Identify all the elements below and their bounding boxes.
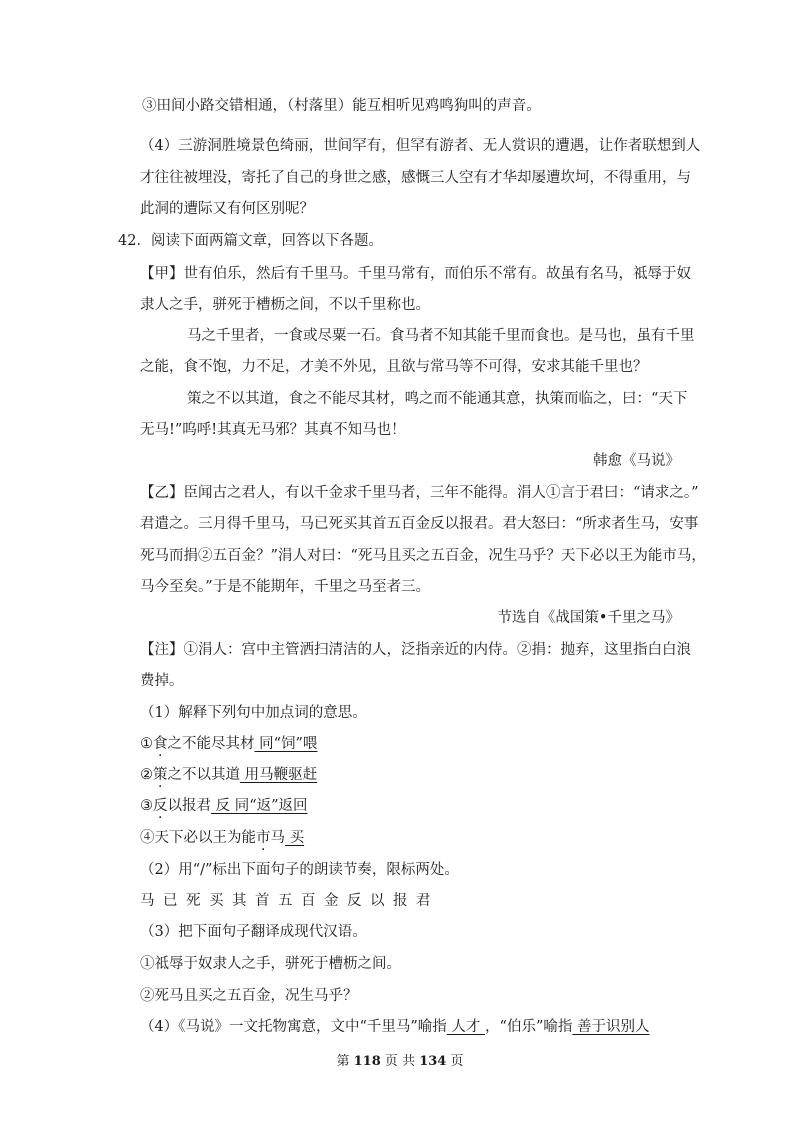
dotted-char: 市 [256, 830, 271, 846]
jia-source: 韩愈《马说》 [593, 453, 680, 469]
sub4-line [140, 1017, 649, 1037]
sub3-title: （3）把下面句子翻译成现代汉语。 [140, 924, 367, 940]
sub3-sentence-1: ①祗辱于奴隶人之手，骈死于槽枥之间。 [140, 956, 401, 972]
yi-line-2: 君遣之。三月得千里马，马已死买其首五百金反以报君。君大怒曰：“所求者生马，安事 [140, 516, 699, 532]
jia-p2-line-2: 之能，食不饱，力不足，才美不外见，且欲与常马等不可得，安求其能千里也？ [140, 359, 648, 375]
jia-p3-line-1: 策之不以其道，食之不能尽其材，鸣之而不能通其意，执策而临之，曰：“天下 [187, 391, 688, 407]
item-prefix: ② [140, 767, 153, 783]
footer-text-2: 页 共 [384, 1054, 416, 1069]
item-prefix: ① [140, 736, 153, 752]
sub2-sentence: 马已死买其首五百金反以报君 [140, 893, 439, 909]
jia-p2-line-1: 马之千里者，一食或尽粟一石。食马者不知其能千里而食也。是马也，虽有千里 [187, 328, 695, 344]
page-number: 118 [353, 1054, 381, 1069]
sub1-item-3 [140, 796, 308, 816]
prev-answer-line-3: ③田间小路交错相通，（村落里）能互相听见鸡鸣狗叫的声音。 [142, 98, 541, 114]
notes-line-1: 【注】①涓人：宫中主管洒扫清洁的人，泛指亲近的内侍。②捐：抛弃，这里指白白浪 [140, 642, 691, 658]
sub3-sentence-2: ②死马且买之五百金，况生马乎？ [140, 988, 358, 1004]
answer-blank: 同“饲”喂 [254, 736, 318, 752]
sub1-item-4 [140, 828, 304, 848]
sub1-item-2 [140, 765, 317, 785]
answer-blank: 买 [285, 830, 305, 846]
yi-line-4: 马今至矣。”于是不能期年，千里之马至者三。 [140, 579, 431, 595]
dotted-char: 策 [153, 767, 168, 783]
prev-q4-line-2: 才往往被埋没，寄托了自己的身世之感，感慨三人空有才华却屡遭坎坷，不得重用，与 [140, 170, 691, 186]
answer-blank-1: 人才 [446, 1019, 486, 1035]
sub4-text-2: ，“伯乐”喻指 [485, 1019, 573, 1035]
jia-p3-line-2: 无马!”呜呼!其真无马邪？其真不知马也！ [140, 422, 406, 438]
jia-p1-line-1: 【甲】世有伯乐，然后有千里马。千里马常有，而伯乐不常有。故虽有名马，祗辱于奴 [140, 266, 691, 282]
dotted-char: 反 [153, 798, 168, 814]
page-footer [0, 1050, 800, 1069]
prev-q4-line-3: 此洞的遭际又有何区别呢？ [140, 201, 314, 217]
total-pages: 134 [419, 1054, 447, 1069]
sub1-title: （1）解释下列句中加点词的意思。 [140, 705, 367, 721]
yi-line-1: 【乙】臣闻古之君人，有以千金求千里马者，三年不能得。涓人①言于君曰：“请求之。” [140, 485, 699, 501]
footer-text-3: 页 [450, 1054, 464, 1069]
answer-blank: 反 同“返”返回 [211, 798, 308, 814]
dotted-char: 食 [153, 736, 168, 752]
item-prefix: ③ [140, 798, 153, 814]
yi-source: 节选自《战国策•千里之马》 [497, 610, 680, 626]
sub4-text-1: （4）《马说》一文托物寓意，文中“千里马”喻指 [140, 1019, 447, 1035]
sub1-item-1 [140, 734, 317, 754]
notes-line-2: 费掉。 [140, 673, 184, 689]
item-prefix: ④天下必以王为能 [140, 830, 256, 846]
item-text: 马 [270, 830, 285, 846]
footer-text-1: 第 [336, 1054, 350, 1069]
answer-blank: 用马鞭驱赶 [240, 767, 318, 783]
sub2-title: （2）用“/”标出下面句子的朗读节奏，限标两处。 [140, 862, 459, 878]
answer-blank-2: 善于识别人 [572, 1019, 650, 1035]
jia-p1-line-2: 隶人之手，骈死于槽枥之间，不以千里称也。 [140, 297, 430, 313]
prev-q4-line-1: （4）三游洞胜境景色绮丽，世间罕有，但罕有游者、无人赏识的遭遇，让作者联想到人 [140, 138, 701, 154]
yi-line-3: 死马而捐②五百金？”涓人对曰：“死马且买之五百金，况生马乎？天下必以王为能市马， [140, 548, 706, 564]
item-text: 之不能尽其材 [167, 736, 255, 752]
question-42-header: 42．阅读下面两篇文章，回答以下各题。 [118, 233, 383, 249]
item-text: 之不以其道 [167, 767, 240, 783]
item-text: 以报君 [167, 798, 211, 814]
